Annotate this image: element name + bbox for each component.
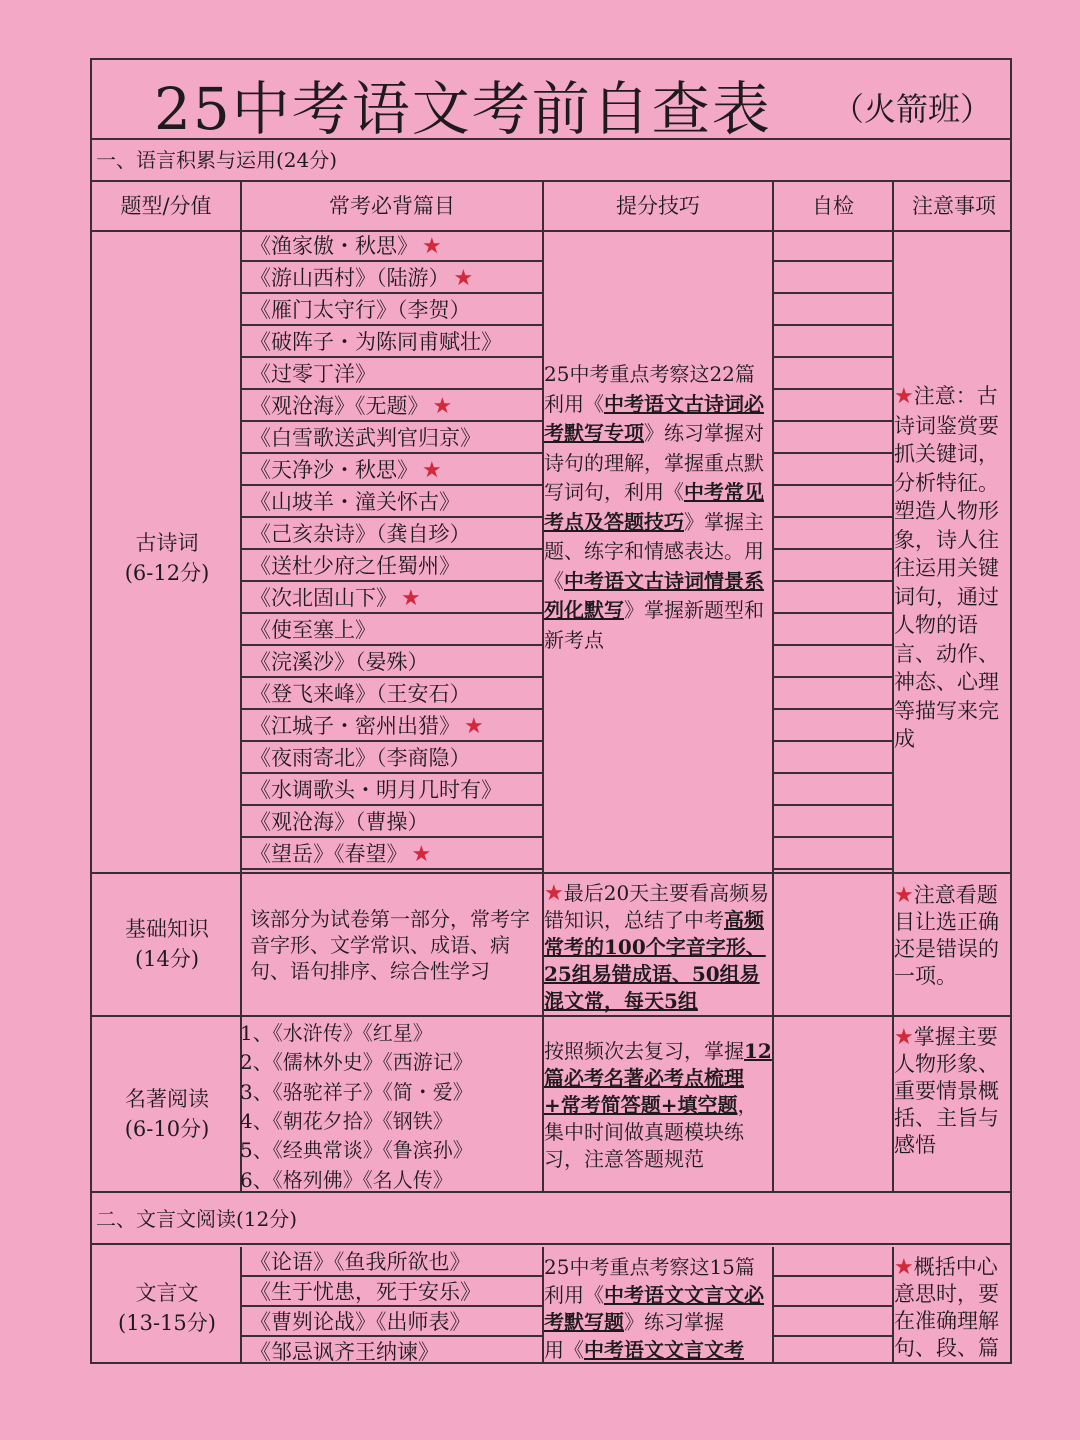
col-header-selfcheck: 自检	[774, 182, 894, 230]
poem-title: 《观沧海》（曹操）	[250, 810, 429, 834]
tip-resource-link[interactable]: 中考语文古诗词必考默写专项	[544, 391, 764, 445]
row-divider	[92, 872, 1012, 874]
table-header	[92, 182, 1010, 232]
tip-text: 按照频次去复习，掌握	[544, 1039, 744, 1063]
book-item: 4、《朝花夕拾》《钢铁》	[240, 1108, 453, 1133]
basics-content: 该部分为试卷第一部分，常考字音字形、文学常识、成语、病句、语句排序、综合性学习	[250, 907, 530, 983]
tip-resource-link[interactable]: 12篇必考名著必考点梳理+常考简答题+填空题	[544, 1039, 772, 1117]
note-text: 注意看题目让选正确还是错误的一项。	[894, 883, 999, 988]
poem-title: 《望岳》《春望》	[250, 842, 408, 866]
tip-text: 》练习掌握	[624, 1310, 724, 1334]
self-check-cell[interactable]	[774, 358, 894, 390]
section-heading-2: 二、文言文阅读(12分)	[92, 1193, 1010, 1245]
tip-text: 》练习掌握对诗句的理解，掌握重点默写词句，利用《	[544, 421, 764, 504]
poem-title: 《白雪歌送武判官归京》	[250, 426, 481, 450]
tip-text: 利用《	[544, 1282, 604, 1307]
type-score: (6-10分)	[124, 1117, 210, 1141]
self-check-cell[interactable]	[774, 742, 894, 774]
tip-ancient-poetry	[544, 360, 776, 655]
self-check-cell[interactable]	[774, 582, 894, 614]
type-classical-chinese	[92, 1278, 242, 1338]
col-header-tips: 提分技巧	[544, 182, 774, 230]
book-item: 3、《骆驼祥子》《简・爱》	[240, 1079, 473, 1104]
star-icon: ★	[422, 234, 442, 259]
star-icon: ★	[464, 714, 484, 739]
tip-resource-link[interactable]: 中考语文文言文考	[584, 1337, 744, 1362]
poem-title: 《己亥杂诗》（龚自珍）	[250, 522, 471, 546]
tip-resource-link[interactable]: 中考语文文言文必考默写题	[544, 1282, 764, 1334]
star-icon: ★	[894, 1255, 914, 1280]
self-check-cell[interactable]	[774, 390, 894, 422]
type-score: (13-15分)	[118, 1311, 216, 1335]
poem-row	[242, 326, 542, 358]
self-check-cell[interactable]	[774, 326, 894, 358]
tip-text: 用《	[544, 1337, 584, 1362]
self-check-cell[interactable]	[774, 1247, 894, 1277]
self-check-cell[interactable]	[774, 1277, 894, 1307]
tip-resource-link[interactable]: 高频常考的100个字音字形、25组易错成语、50组易混文常，每天5组	[544, 908, 766, 1013]
self-check-cell[interactable]	[774, 230, 894, 262]
tip-text: 》掌握主题、练字和情感表达。用《	[544, 509, 764, 593]
poem-title: 《过零丁洋》	[250, 362, 376, 386]
poem-row	[242, 742, 542, 774]
tip-text: 利用《	[544, 391, 604, 416]
note-text: 概括中心意思时，要在准确理解句、段、篇	[894, 1255, 999, 1360]
self-check-cell[interactable]	[774, 710, 894, 742]
page-title: 25中考语文考前自查表	[154, 75, 772, 143]
poem-row	[242, 678, 542, 710]
poem-row	[242, 518, 542, 550]
tip-text: 最后20天主要看高频易错知识，总结了中考	[544, 881, 770, 932]
poem-row	[242, 390, 542, 422]
type-score: (14分)	[134, 947, 200, 971]
star-icon: ★	[422, 458, 442, 483]
title-row	[92, 60, 1010, 143]
poem-title: 《天净沙・秋思》	[250, 458, 418, 482]
poem-title: 《水调歌头・明月几时有》	[250, 778, 502, 802]
poem-row	[242, 454, 542, 486]
col-header-type: 题型/分值	[92, 182, 242, 230]
poem-row	[242, 774, 542, 806]
star-icon: ★	[894, 1025, 914, 1050]
type-label: 古诗词	[135, 531, 199, 555]
star-icon: ★	[411, 842, 432, 867]
poem-row	[242, 358, 542, 390]
poem-row	[242, 486, 542, 518]
poem-row	[242, 262, 542, 294]
checklist-sheet	[90, 58, 1012, 1364]
poem-title: 《雁门太守行》（李贺）	[250, 298, 471, 322]
book-item: 6、《格列佛》《名人传》	[240, 1167, 453, 1192]
star-icon: ★	[544, 881, 564, 906]
tip-resource-link[interactable]: 中考语文古诗词情景系列化默写	[544, 568, 764, 622]
poem-row	[242, 646, 542, 678]
classical-text-item: 《邹忌讽齐王纳谏》	[242, 1337, 542, 1364]
section-heading-1: 一、语言积累与运用(24分)	[92, 138, 1010, 182]
tip-basics	[544, 880, 776, 1015]
book-item: 2、《儒林外史》《西游记》	[240, 1050, 473, 1075]
poem-title: 《江城子・密州出猎》	[250, 714, 460, 738]
self-check-cell[interactable]	[774, 806, 894, 838]
poem-title: 《送杜少府之任蜀州》	[250, 554, 460, 578]
classical-text-item: 《论语》《鱼我所欲也》	[242, 1247, 542, 1277]
star-icon: ★	[894, 883, 914, 908]
self-check-cell[interactable]	[774, 550, 894, 582]
self-check-cell[interactable]	[774, 422, 894, 454]
tip-text: 》掌握新题型和新考点	[544, 598, 764, 652]
tip-resource-link[interactable]: 中考常见考点及答题技巧	[544, 480, 764, 534]
tip-classics	[544, 1038, 776, 1173]
note-classics	[894, 1024, 1012, 1159]
self-check-cell[interactable]	[774, 486, 894, 518]
self-check-cell[interactable]	[774, 678, 894, 710]
poem-title: 《观沧海》《无题》	[250, 394, 429, 418]
poem-title: 《游山西村》（陆游）	[250, 266, 450, 290]
note-classical-chinese	[894, 1254, 1012, 1362]
tip-text: 25中考重点考察这15篇	[544, 1255, 755, 1279]
star-icon: ★	[894, 384, 914, 409]
poem-row	[242, 422, 542, 454]
self-check-cell[interactable]	[774, 518, 894, 550]
star-icon: ★	[401, 586, 421, 611]
col-header-notes: 注意事项	[912, 194, 996, 218]
type-label: 文言文	[135, 1281, 199, 1305]
poem-row	[242, 806, 542, 838]
poem-title: 《破阵子・为陈同甫赋壮》	[250, 330, 502, 354]
self-check-cell[interactable]	[774, 454, 894, 486]
note-text: 注意：古诗词鉴赏要抓关键词，分析特征。塑造人物形象，诗人往往运用关键词句，通过人物的语言、动作、神态、心理等描写来完成	[894, 384, 999, 751]
self-check-cell[interactable]	[774, 1337, 894, 1364]
star-icon: ★	[432, 394, 453, 419]
col-header-titles: 常考必背篇目	[242, 182, 544, 230]
self-check-cell[interactable]	[774, 646, 894, 678]
tip-text: ，集中时间做真题模块练习，注意答题规范	[544, 1093, 758, 1171]
self-check-cell[interactable]	[774, 1307, 894, 1337]
type-label: 基础知识	[125, 917, 209, 941]
poem-title: 《渔家傲・秋思》	[250, 234, 418, 258]
poem-title: 《登飞来峰》（王安石）	[250, 682, 471, 706]
type-ancient-poetry	[92, 528, 242, 588]
self-check-cell[interactable]	[774, 294, 894, 326]
self-check-cell[interactable]	[774, 774, 894, 806]
self-check-cell[interactable]	[774, 614, 894, 646]
classical-text-item: 《生于忧患，死于安乐》	[242, 1277, 542, 1307]
poem-row	[242, 550, 542, 582]
poem-title: 《夜雨寄北》（李商隐）	[250, 746, 471, 770]
poem-title: 《山坡羊・潼关怀古》	[250, 490, 460, 514]
poem-row	[242, 710, 542, 742]
type-score: (6-12分)	[124, 561, 210, 585]
note-ancient-poetry	[894, 382, 1012, 754]
type-label: 名著阅读	[125, 1087, 209, 1111]
page-subtitle: （火箭班）	[831, 90, 992, 128]
self-check-cell[interactable]	[774, 262, 894, 294]
row-divider	[92, 1015, 1012, 1017]
type-classics	[92, 1084, 242, 1144]
poem-row	[242, 294, 542, 326]
note-basics	[894, 882, 1012, 990]
self-check-cell[interactable]	[774, 838, 894, 870]
type-basics	[92, 914, 242, 974]
book-item: 1、《水浒传》《红星》	[240, 1021, 433, 1045]
poem-row	[242, 838, 542, 870]
poem-row	[242, 614, 542, 646]
poem-title: 《浣溪沙》（晏殊）	[250, 650, 429, 674]
tip-text: 25中考重点考察这22篇	[544, 362, 755, 386]
star-icon: ★	[453, 266, 474, 291]
poem-row	[242, 230, 542, 262]
tip-classical-chinese	[544, 1254, 776, 1364]
poem-title: 《次北固山下》	[250, 586, 397, 610]
note-text: 掌握主要人物形象、重要情景概括、主旨与感悟	[894, 1025, 999, 1157]
poem-row	[242, 582, 542, 614]
book-item: 5、《经典常谈》《鲁滨孙》	[240, 1138, 473, 1163]
classical-text-item: 《曹刿论战》《出师表》	[242, 1307, 542, 1337]
poem-title: 《使至塞上》	[250, 618, 376, 642]
